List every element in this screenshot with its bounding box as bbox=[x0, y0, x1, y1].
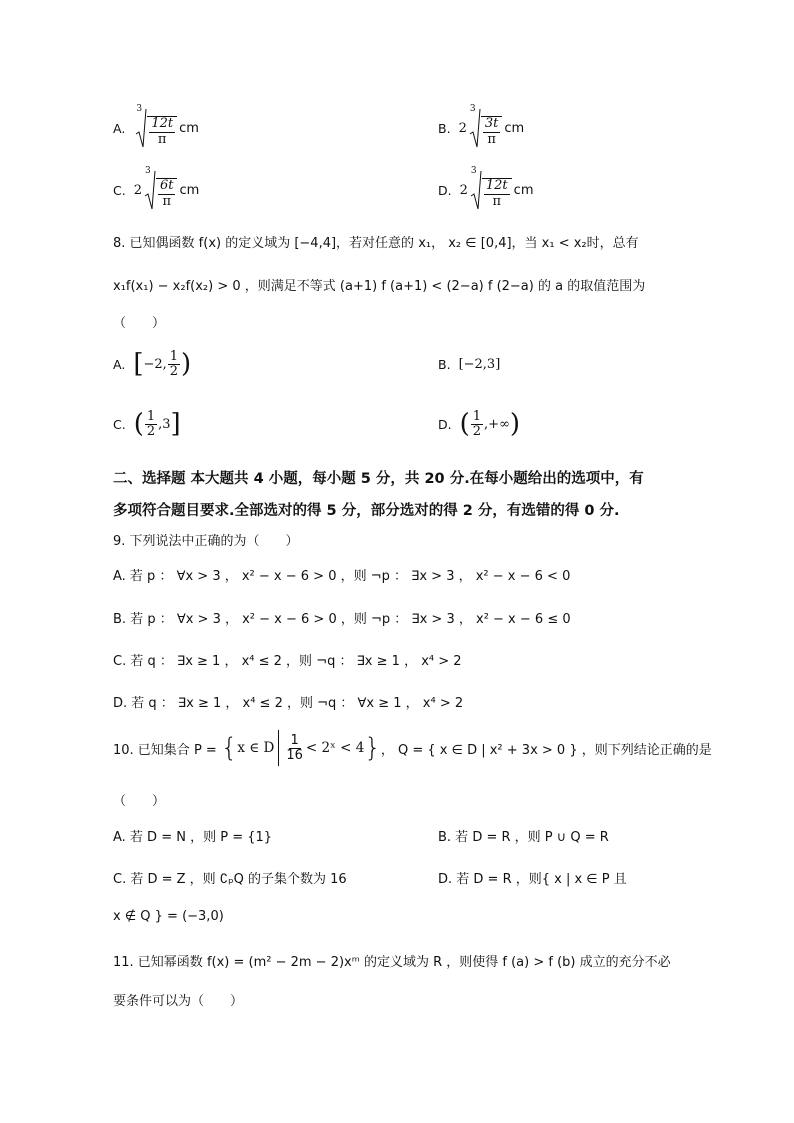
q7-option-b[interactable]: B. 2 3 3t π cm bbox=[438, 104, 525, 148]
q8-stem-line1: 8. 已知偶函数 f(x) 的定义域为 [−4,4]，若对任意的 x₁， x₂ ∈ [0,4]，当 x₁ < x₂时，总有 bbox=[113, 236, 639, 251]
q7-option-d[interactable]: D. 2 3 12t π cm bbox=[438, 166, 534, 210]
cube-root: 3 12t π bbox=[135, 108, 177, 148]
q9-option-a[interactable]: A. 若 p ： ∀x > 3 ， x² − x − 6 > 0 ，则 ¬p ： ∃x > 3 ， x² − x − 6 < 0 bbox=[113, 569, 571, 584]
q7-option-a[interactable]: A. 3 12t π cm bbox=[113, 104, 199, 148]
q8-stem-line2: x₁f(x₁) − x₂f(x₂) > 0 ，则满足不等式 (a+1) f (a+1) < (2−a) f (2−a) 的 a 的取值范围为 bbox=[113, 279, 646, 294]
q8-option-c[interactable]: C. ( $\frac{1}{2}$ ,3 ] bbox=[113, 409, 181, 440]
q8-option-b[interactable]: B. [−2,3] bbox=[438, 357, 501, 372]
option-label: A. bbox=[113, 120, 126, 136]
q10-option-d-continued: x ∉ Q } = (−3,0) bbox=[113, 909, 224, 924]
q9-option-b[interactable]: B. 若 p ： ∀x > 3 ， x² − x − 6 > 0 ，则 ¬p ： ∃x > 3 ， x² − x − 6 ≤ 0 bbox=[113, 612, 571, 627]
cube-root: 3 12t π bbox=[470, 170, 512, 210]
q10-option-b[interactable]: B. 若 D = R ，则 P ∪ Q = R bbox=[438, 830, 609, 845]
q11-stem-line1: 11. 已知幂函数 f(x) = (m² − 2m − 2)xᵐ 的定义域为 R ，则使得 f (a) > f (b) 成立的充分不必 bbox=[113, 955, 671, 970]
cube-root: 3 3t π bbox=[469, 108, 503, 148]
q10-answer-paren: （ ） bbox=[113, 794, 166, 809]
q8-option-d[interactable]: D. ( $\frac{1}{2}$ ,+∞ ) bbox=[438, 409, 521, 440]
q9-option-c[interactable]: C. 若 q ： ∃x ≥ 1 ， x⁴ ≤ 2 ，则 ¬q ： ∃x ≥ 1 ， x⁴ > 2 bbox=[113, 654, 462, 669]
q9-stem: 9. 下列说法中正确的为（ ） bbox=[113, 534, 299, 549]
q7-option-c[interactable]: C. 2 3 6t π cm bbox=[113, 166, 200, 210]
section-heading-line2: 多项符合题目要求.全部选对的得 5 分，部分选对的得 2 分，有选错的得 0 分. bbox=[113, 503, 620, 519]
q10-option-a[interactable]: A. 若 D = N ，则 P = {1} bbox=[113, 830, 273, 845]
q10-option-d[interactable]: D. 若 D = R ，则{ x | x ∈ P 且 bbox=[438, 872, 627, 887]
q9-option-d[interactable]: D. 若 q ： ∃x ≥ 1 ， x⁴ ≤ 2 ，则 ¬q ： ∀x ≥ 1 ， x⁴ > 2 bbox=[113, 696, 464, 711]
q8-option-a[interactable]: A. [ −2, $\frac{1}{2}$ ) bbox=[113, 349, 192, 380]
cube-root: 3 6t π bbox=[144, 170, 178, 210]
q8-answer-paren: （ ） bbox=[113, 316, 166, 331]
section-heading-line1: 二、选择题 本大题共 4 小题，每小题 5 分，共 20 分.在每小题给出的选项中，有 bbox=[113, 471, 644, 487]
q10-option-c[interactable]: C. 若 D = Z ，则 ∁ₚQ 的子集个数为 16 bbox=[113, 872, 347, 887]
q11-stem-line2: 要条件可以为（ ） bbox=[113, 994, 244, 1009]
q10-stem: 10. 已知集合 P = { x ∈ D $\frac{1}{16}$ < 2ˣ < 4 } ， Q = { x ∈ D | x² + 3x > 0 } ，则下列结论正确的是 bbox=[113, 730, 712, 766]
